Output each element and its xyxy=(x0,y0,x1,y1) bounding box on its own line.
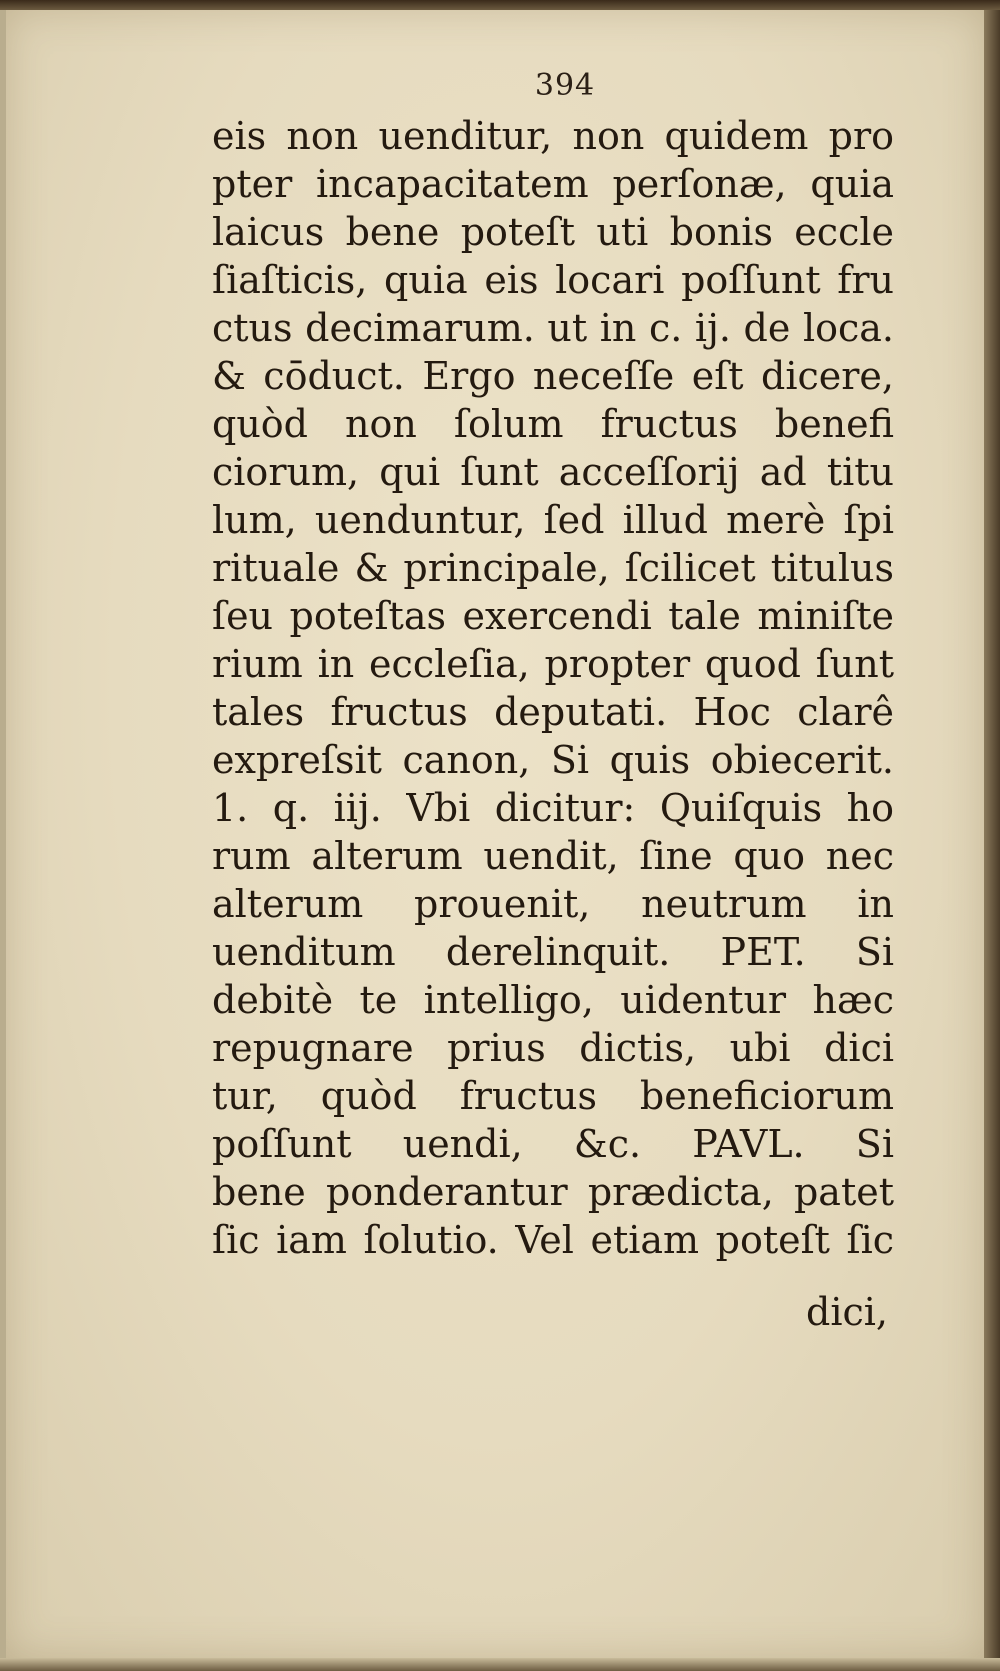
text-line: ſeu poteſtas exercendi tale miniſte xyxy=(212,594,894,638)
text-line: ſiaſticis, quia eis locari poſſunt fru xyxy=(212,258,894,302)
text-line: rum alterum uendit, ſine quo nec xyxy=(212,834,894,878)
text-line: ctus decimarum. ut in c. ij. de loca. xyxy=(212,306,894,350)
page-number: 394 xyxy=(534,68,596,103)
text-line: poſſunt uendi, &c. PAVL. Si xyxy=(212,1122,894,1166)
book-top-edge xyxy=(0,0,1000,10)
book-gutter xyxy=(984,10,1000,1671)
text-line: repugnare prius dictis, ubi dici xyxy=(212,1026,894,1070)
text-line: alterum prouenit, neutrum in xyxy=(212,882,894,926)
text-line: uenditum derelinquit. PET. Si xyxy=(212,930,894,974)
text-line: rituale & principale, ſcilicet titulus xyxy=(212,546,894,590)
text-line: tur, quòd fructus beneficiorum xyxy=(212,1074,894,1118)
catchword: dici, xyxy=(806,1290,888,1334)
text-line: quòd non ſolum fructus benefi xyxy=(212,402,894,446)
book-bottom-edge xyxy=(0,1658,1000,1671)
body-text xyxy=(212,112,894,1264)
text-line: pter incapacitatem perſonæ, quia xyxy=(212,162,894,206)
text-line: debitè te intelligo, uidentur hæc xyxy=(212,978,894,1022)
text-line: ſic iam ſolutio. Vel etiam poteſt ſic xyxy=(212,1218,894,1262)
text-line: expreſsit canon, Si quis obiecerit. xyxy=(212,738,894,782)
text-line: rium in eccleſia, propter quod ſunt xyxy=(212,642,894,686)
text-line: 1. q. iij. Vbi dicitur: Quiſquis ho xyxy=(212,786,894,830)
text-line: eis non uenditur, non quidem pro xyxy=(212,114,894,158)
text-line: ciorum, qui ſunt acceſſorij ad titu xyxy=(212,450,894,494)
text-line: lum, uenduntur, ſed illud merè ſpi xyxy=(212,498,894,542)
text-line: tales fructus deputati. Hoc clarê xyxy=(212,690,894,734)
text-line: & cōduct. Ergo neceſſe eſt dicere, xyxy=(212,354,894,398)
text-line: laicus bene poteſt uti bonis eccle xyxy=(212,210,894,254)
text-line: bene ponderantur prædicta, patet xyxy=(212,1170,894,1214)
